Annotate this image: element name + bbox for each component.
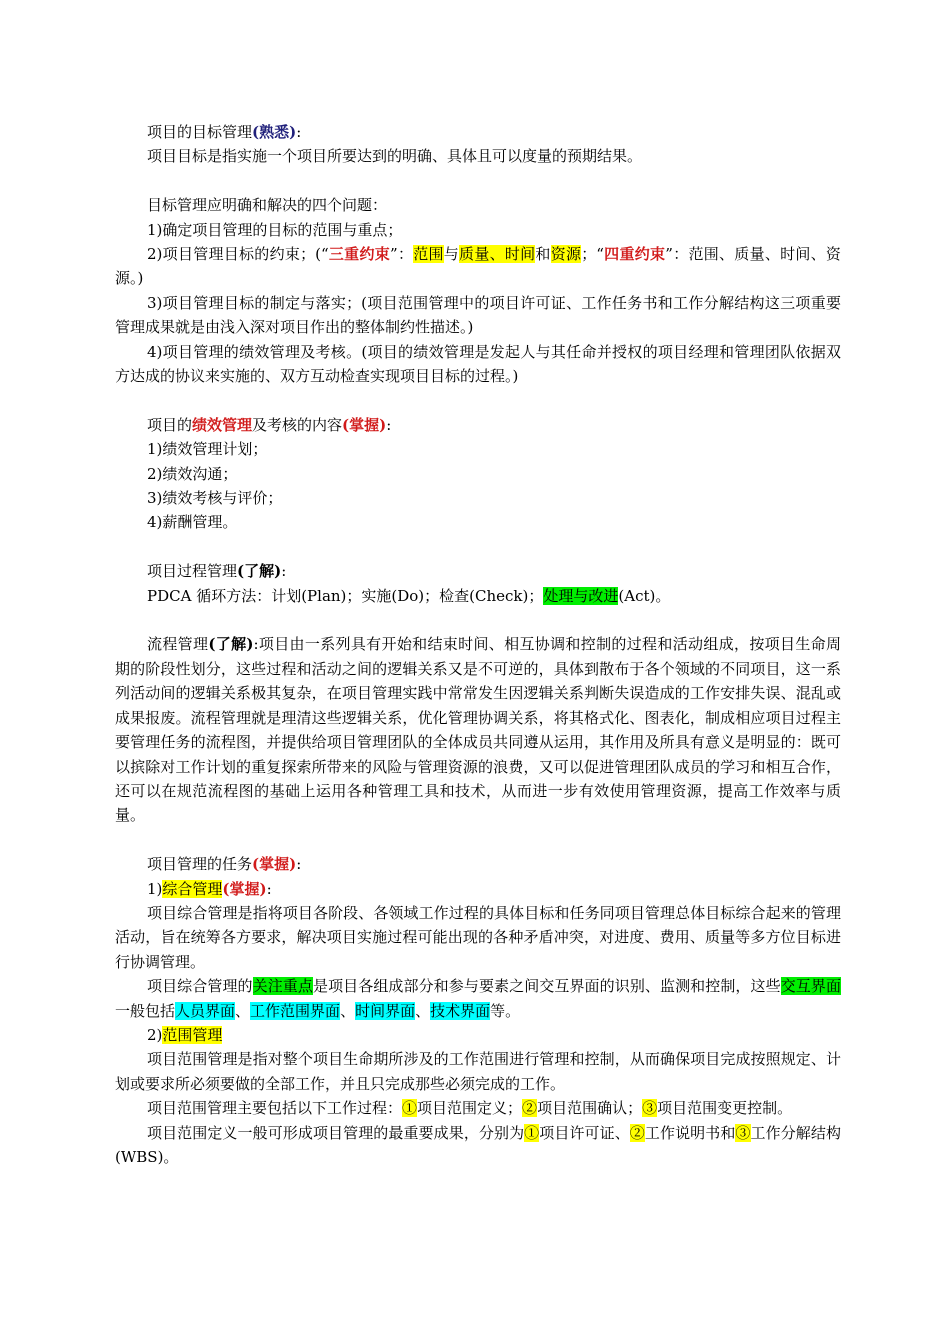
text-run: 项目综合管理的 (147, 977, 253, 996)
task-1-level-tag: (掌握) (222, 879, 267, 898)
document-body (115, 120, 841, 1169)
text-run: 是项目各组成部分和参与要素之间交互界面的识别、监测和控制，这些 (312, 977, 781, 996)
highlight-scope-interface: 工作范围界面 (250, 1001, 341, 1020)
task-2-heading (115, 1023, 841, 1047)
text-run: 2) (147, 1025, 163, 1044)
s3-item-4: 4)薪酬管理。 (147, 513, 238, 532)
s6-level-tag: (掌握) (252, 855, 297, 874)
highlight-personnel: 人员界面 (175, 1001, 236, 1020)
s2-item-3: 3)项目管理目标的制定与落实；(项目范围管理中的项目许可证、工作任务书和工作分解结构这三项重要管理成果就是由浅入深对项目作出的整体制约性描述。) (115, 293, 841, 337)
colon: : (281, 562, 287, 581)
highlight-act: 处理与改进 (543, 586, 619, 605)
task-2-p1: 项目范围管理是指对整个项目生命期所涉及的工作范围进行管理和控制，从而确保项目完成按照规定、计划或要求所必须要做的全部工作，并且只完成那些必须完成的工作。 (115, 1050, 841, 1093)
task-2-p3 (115, 1121, 841, 1170)
s5-paragraph (115, 632, 841, 827)
text-run: 一般包括 (115, 1001, 176, 1020)
spacer (115, 828, 841, 852)
highlight-interface: 交互界面 (780, 977, 841, 996)
text-run: 2)项目管理目标的约束；(“ (147, 245, 329, 264)
s2-item-4: 4)项目管理的绩效管理及考核。(项目的绩效管理是发起人与其任命并授权的项目经理和管理团队依据双方达成的协议来实施的、双方互动检查实现项目目标的过程。) (115, 342, 841, 386)
s4-level-tag: (了解) (237, 562, 282, 581)
s2-intro: 目标管理应明确和解决的四个问题： (147, 196, 388, 215)
spacer (115, 388, 841, 412)
task-1-p1: 项目综合管理是指将项目各阶段、各领域工作过程的具体目标和任务同项目管理总体目标综合起来的管理活动，旨在统筹各方要求，解决项目实施过程可能出现的各种矛盾冲突，对进度、费用、质量等多方位目标进行协调管理。 (115, 903, 841, 971)
text-run: 及考核的内容 (252, 415, 343, 434)
highlight-resources: 资源 (550, 245, 582, 264)
circled-3: ③ (642, 1099, 658, 1118)
s3-item-2: 2)绩效沟通； (147, 464, 238, 483)
text-run: 工作说明书和 (644, 1123, 736, 1142)
text-run: 项目范围定义； (417, 1099, 523, 1118)
spacer (115, 169, 841, 193)
circled-2: ② (629, 1123, 645, 1142)
circled-1: ① (524, 1123, 540, 1142)
s5-level-tag: (了解) (208, 635, 254, 654)
spacer (115, 535, 841, 559)
text-run: 项目范围确认； (537, 1099, 643, 1118)
highlight-scope: 范围 (413, 245, 444, 264)
highlight-scope-mgmt: 范围管理 (162, 1025, 223, 1044)
text-run: 、 (340, 1001, 356, 1020)
s1-definition: 项目目标是指实施一个项目所要达到的明确、具体且可以度量的预期结果。 (147, 147, 643, 166)
s1-heading (115, 120, 841, 144)
highlight-focus: 关注重点 (252, 977, 313, 996)
colon: : (266, 879, 272, 898)
text-run: 项目的 (147, 415, 193, 434)
text-run: 项目范围管理主要包括以下工作过程： (147, 1099, 403, 1118)
text-run: 流程管理 (147, 635, 209, 654)
text-run: 项目许可证、 (539, 1123, 630, 1142)
text-run: ”：范围、质量、时间、资源。) (115, 245, 841, 288)
text-run: PDCA 循环方法：计划(Plan)；实施(Do)；检查(Check)； (147, 586, 544, 605)
text-run: 、 (235, 1001, 251, 1020)
text-run: 项目由一系列具有开始和结束时间、相互协调和控制的过程和活动组成，按项目生命周期的阶段性划分，这些过程和活动之间的逻辑关系又是不可逆的，具体到散布于各个领域的不同项目，这一系列活动间的逻辑关系极其复杂，在项目管理实践中常常发生因逻辑关系判断失误造成的工作安排失误、混乱或成果报废。流程管理就是理清这些逻辑关系，优化管理协调关系，将其格式化、图表化，制成相应项目过程主要管理任务的流程图，并提供给项目管理团队的全体成员共同遵从运用，其作用及所具有意义是明显的：既可以摈除对工作计划的重复探索所带来的风险与管理资源的浪费，又可以促进管理团队成员的学习和相互合作，还可以在规范流程图的基础上运用各种管理工具和技术，从而进一步有效使用管理资源，提高工作效率与质量。 (115, 635, 841, 825)
s3-heading (115, 413, 841, 437)
circled-1: ① (402, 1099, 418, 1118)
s2-item-1: 1)确定项目管理的目标的范围与重点； (147, 220, 403, 239)
text-run: (Act)。 (618, 586, 671, 605)
circled-3: ③ (735, 1123, 751, 1142)
text-run: 等。 (490, 1001, 521, 1020)
text-run: 项目管理的任务 (147, 855, 253, 874)
task-1-heading (115, 877, 841, 901)
highlight-tech-interface: 技术界面 (430, 1001, 491, 1020)
text-run: 项目过程管理 (147, 562, 238, 581)
task-2-p2 (115, 1096, 841, 1120)
performance-management: 绩效管理 (192, 415, 253, 434)
triple-constraint: 三重约束 (328, 245, 390, 264)
quadruple-constraint: 四重约束 (603, 245, 666, 264)
highlight-integration: 综合管理 (162, 879, 223, 898)
colon: : (296, 855, 302, 874)
text-run: 项目范围定义一般可形成项目管理的最重要成果，分别为 (147, 1123, 525, 1142)
text-run: 和 (535, 245, 551, 264)
colon: : (386, 415, 392, 434)
task-1-p2 (115, 974, 841, 1023)
text-run: 、 (415, 1001, 431, 1020)
text-run: 1) (147, 879, 163, 898)
text-run: ”： (390, 245, 414, 264)
s3-item-3: 3)绩效考核与评价； (147, 489, 283, 508)
s1-heading-text: 项目的目标管理 (147, 123, 253, 141)
text-run: 与 (443, 245, 460, 264)
s3-level-tag: (掌握) (342, 415, 387, 434)
colon: : (296, 123, 302, 141)
colon: : (253, 635, 259, 654)
spacer (115, 608, 841, 632)
s4-heading (115, 559, 841, 583)
s6-heading (115, 852, 841, 876)
text-run: 项目范围变更控制。 (657, 1099, 793, 1118)
circled-2: ② (522, 1099, 538, 1118)
s3-item-1: 1)绩效管理计划； (147, 440, 268, 459)
highlight-quality-time: 质量、时间 (459, 245, 536, 264)
s1-level-tag: (熟悉) (252, 123, 297, 141)
highlight-time-interface: 时间界面 (355, 1001, 416, 1020)
s4-pdca (115, 584, 841, 608)
text-run: 工作分解结构(WBS)。 (115, 1123, 841, 1166)
text-run: ；“ (581, 245, 604, 264)
s2-item-2 (115, 242, 841, 291)
